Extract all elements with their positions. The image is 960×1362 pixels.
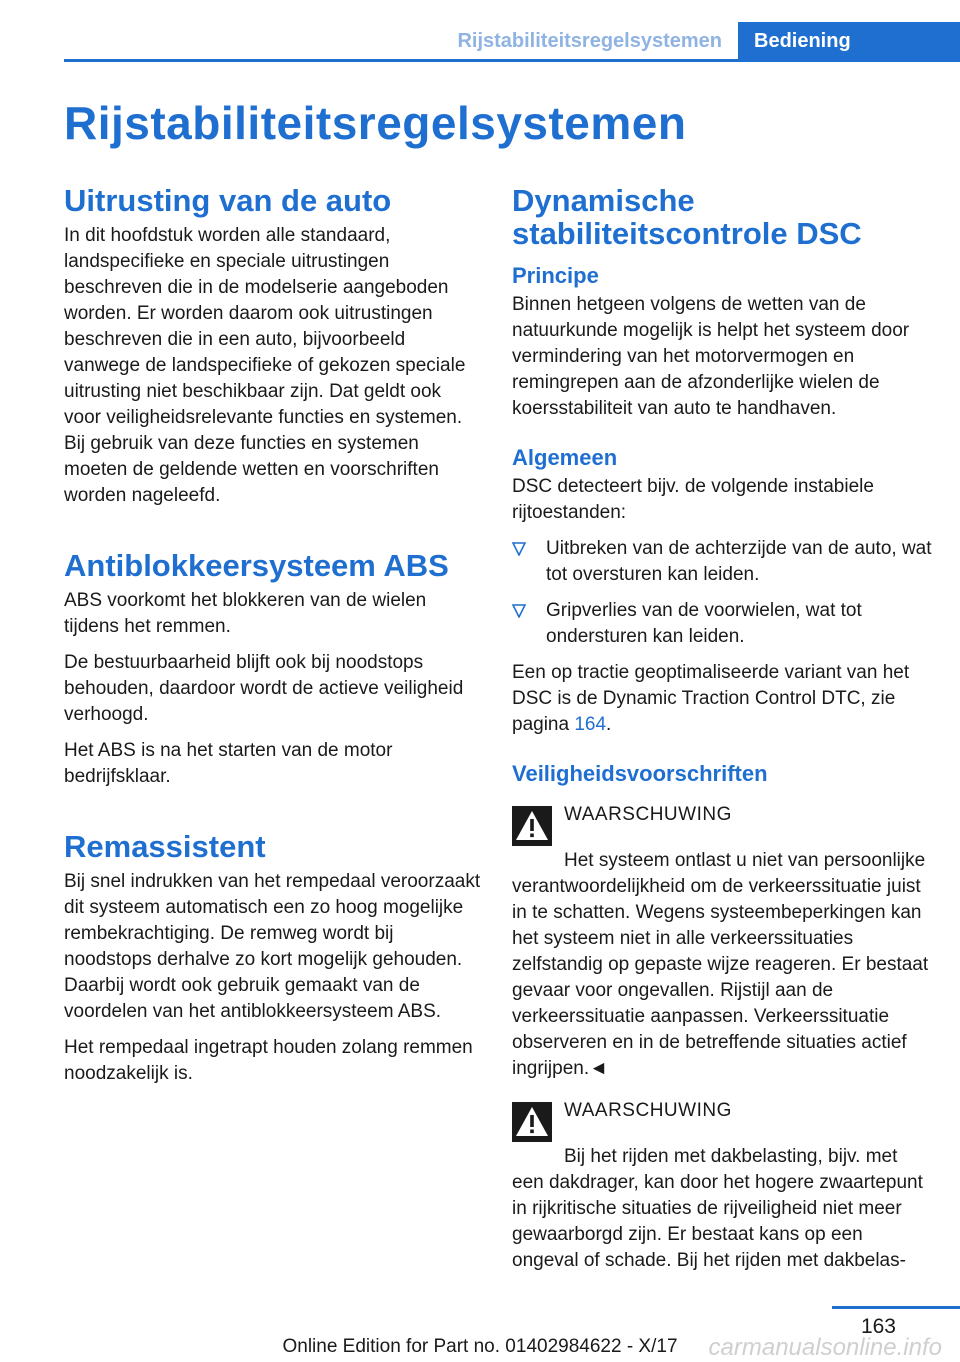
list-item bbox=[512, 536, 932, 588]
header-rule bbox=[64, 59, 960, 62]
dtc-text: Een op tractie geoptimaliseerde variant van het DSC is de Dynamic Traction Control DTC, zie pagina bbox=[512, 662, 910, 735]
page-header bbox=[0, 0, 960, 62]
warning-body: Bij het rijden met dakbelasting, bijv. met een dakdrager, kan door het hogere zwaartepunt in rijkritische situaties de rijveiligheid niet meer gewaarborgd zijn. Er bestaat kans op een ongeval of schade. Bij het rijden met dakbelas- bbox=[512, 1146, 923, 1271]
warning-triangle-icon bbox=[512, 1102, 552, 1142]
abs-heading: Antiblokkeersysteem ABS bbox=[64, 548, 449, 583]
warning-body: Het systeem ontlast u niet van persoonlijke verantwoordelijkheid om de verkeerssituatie juist in te schatten. Wegens systeembeperkingen kan het systeem niet in alle verkeerssituaties zelfstandig op gepaste wijze reageren. Er bestaat gevaar voor ongevallen. Rijstijl aan de verkeerssituatie aanpassen. Verkeerssituatie observeren en in de betreffende situaties actief ingrijpen.◄ bbox=[512, 850, 929, 1079]
page-number: 163 bbox=[860, 1315, 896, 1338]
warning-box-1 bbox=[512, 802, 932, 1082]
warning-title: WAARSCHUWING bbox=[564, 1100, 732, 1121]
warning-box-2 bbox=[512, 1098, 932, 1274]
list-item bbox=[512, 598, 932, 650]
principle-heading: Principe bbox=[512, 263, 599, 288]
header-section-title: Rijstabiliteitsregelsystemen bbox=[457, 30, 722, 52]
dtc-paragraph bbox=[512, 660, 932, 738]
general-heading: Algemeen bbox=[512, 445, 618, 470]
header-chapter-label: Bediening bbox=[754, 30, 851, 52]
abs-paragraph-2: De bestuurbaarheid blijft ook bij noodstops behouden, daardoor wordt de actieve veiligheid verhoogd. bbox=[64, 652, 464, 725]
page-title: Rijstabiliteitsregelsystemen bbox=[64, 97, 687, 149]
triangle-bullet-icon bbox=[512, 604, 526, 618]
list-item-text: Gripverlies van de voorwielen, wat tot ondersturen kan leiden. bbox=[546, 600, 862, 647]
abs-paragraph-3: Het ABS is na het starten van de motor bedrijfsklaar. bbox=[64, 740, 393, 787]
brake-assist-heading: Remassistent bbox=[64, 829, 266, 864]
edition-footer: Online Edition for Part no. 01402984622 - X/17 bbox=[282, 1336, 678, 1357]
equipment-text: In dit hoofdstuk worden alle standaard, landspecifieke en speciale uitrustingen beschreven die in de modelserie aangeboden worden. Er worden daarom ook uitrustingen beschreven die in een auto, bijvoorbeeld vanwege de landspecifieke of gekozen speciale uitrusting niet beschikbaar zijn. Dat geldt ook voor veiligheidsrelevante functies en systemen. Bij gebruik van deze functies en systemen moeten de geldende wetten en voorschriften worden nageleefd. bbox=[64, 225, 466, 506]
general-text: DSC detecteert bijv. de volgende instabiele rijtoestanden: bbox=[512, 476, 874, 523]
header-chapter-tab[interactable] bbox=[738, 22, 960, 62]
watermark: carmanualsonline.info bbox=[708, 1334, 942, 1361]
dtc-end: . bbox=[606, 714, 612, 735]
dsc-heading: Dynamische stabiliteitscontrole DSC bbox=[512, 183, 862, 251]
left-column bbox=[64, 184, 482, 1097]
safety-heading: Veiligheidsvoorschriften bbox=[512, 761, 768, 786]
instability-list bbox=[512, 536, 932, 650]
principle-text: Binnen hetgeen volgens de wetten van de natuurkunde mogelijk is helpt het systeem door vermindering van het motorvermogen en remingrepen aan de afzonderlijke wielen de koersstabiliteit van auto te handhaven. bbox=[512, 294, 910, 419]
warning-triangle-icon bbox=[512, 806, 552, 846]
brake-assist-paragraph-1: Bij snel indrukken van het rempedaal veroorzaakt dit systeem automatisch een zo hoog mogelijke rembekrachtiging. De remweg wordt bij noodstops derhalve zo kort mogelijk gehouden. Daarbij wordt ook gebruik gemaakt van de voordelen van het antiblokkeersysteem ABS. bbox=[64, 871, 481, 1022]
page-link-164[interactable]: 164 bbox=[574, 714, 607, 735]
brake-assist-paragraph-2: Het rempedaal ingetrapt houden zolang remmen noodzakelijk is. bbox=[64, 1037, 473, 1084]
equipment-heading: Uitrusting van de auto bbox=[64, 183, 392, 218]
footer-rule bbox=[832, 1306, 960, 1309]
warning-title: WAARSCHUWING bbox=[564, 804, 732, 825]
right-column bbox=[512, 184, 932, 1290]
list-item-text: Uitbreken van de achterzijde van de auto, wat tot oversturen kan leiden. bbox=[546, 538, 932, 585]
abs-paragraph-1: ABS voorkomt het blokkeren van de wielen tijdens het remmen. bbox=[64, 590, 427, 637]
triangle-bullet-icon bbox=[512, 542, 526, 556]
